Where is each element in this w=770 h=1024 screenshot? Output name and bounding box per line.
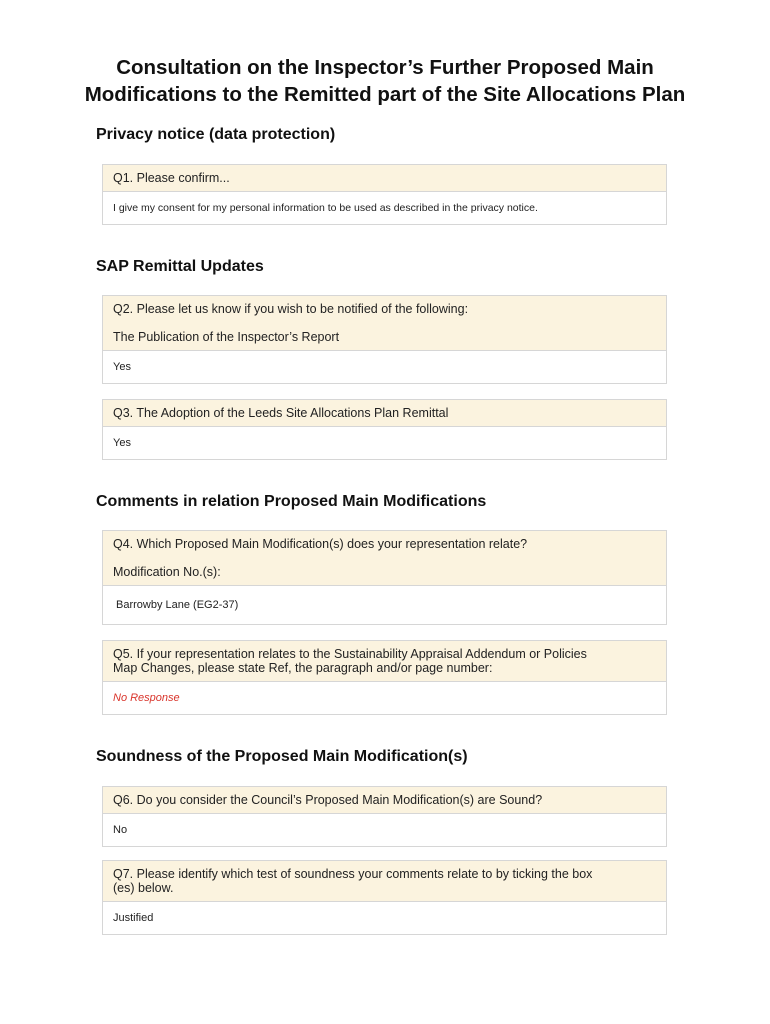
question-label-q4: Q4. Which Proposed Main Modification(s) does your representation relate? <box>113 537 528 551</box>
answer-q1: I give my consent for my personal information to be used as described in the privacy notice. <box>113 202 538 214</box>
answer-q2: Yes <box>113 361 131 373</box>
section-heading-sap-remittal: SAP Remittal Updates <box>96 258 264 275</box>
section-heading-comments: Comments in relation Proposed Main Modifications <box>96 493 487 510</box>
question-label-q2: Q2. Please let us know if you wish to be notified of the following: <box>113 302 469 316</box>
question-card-q7 <box>102 860 667 935</box>
question-header-q2 <box>103 296 666 351</box>
question-header-q5 <box>103 641 666 682</box>
question-sublabel-q2: The Publication of the Inspector’s Report <box>113 330 340 344</box>
page-title <box>0 54 770 108</box>
question-card-q4 <box>102 530 667 625</box>
question-card-q1 <box>102 164 667 225</box>
question-label-q1: Q1. Please confirm... <box>103 165 666 192</box>
answer-q5-no-response: No Response <box>113 692 180 704</box>
question-label-q5-line-1: Q5. If your representation relates to the Sustainability Appraisal Addendum or Policies <box>113 647 587 661</box>
page-title-line-1: Consultation on the Inspector’s Further Proposed Main <box>116 56 654 79</box>
answer-q4: Barrowby Lane (EG2-37) <box>116 599 239 611</box>
question-label-q6: Q6. Do you consider the Council’s Proposed Main Modification(s) are Sound? <box>103 787 666 814</box>
question-label-q3: Q3. The Adoption of the Leeds Site Allocations Plan Remittal <box>103 400 666 427</box>
answer-q3: Yes <box>113 437 131 449</box>
answer-q7: Justified <box>113 912 154 924</box>
question-card-q2 <box>102 295 667 384</box>
question-card-q6 <box>102 786 667 847</box>
question-sublabel-q4: Modification No.(s): <box>113 565 221 579</box>
question-card-q5 <box>102 640 667 715</box>
question-label-q5-line-2: Map Changes, please state Ref, the paragraph and/or page number: <box>113 661 493 675</box>
question-header-q4 <box>103 531 666 586</box>
section-heading-privacy: Privacy notice (data protection) <box>96 126 336 143</box>
question-label-q7-line-2: (es) below. <box>113 881 174 895</box>
question-label-q7-line-1: Q7. Please identify which test of soundness your comments relate to by ticking the box <box>113 867 593 881</box>
question-header-q7 <box>103 861 666 902</box>
answer-q6: No <box>113 824 128 836</box>
question-card-q3 <box>102 399 667 460</box>
section-heading-soundness: Soundness of the Proposed Main Modification(s) <box>96 748 468 765</box>
page-title-line-2: Modifications to the Remitted part of the Site Allocations Plan <box>84 83 686 106</box>
